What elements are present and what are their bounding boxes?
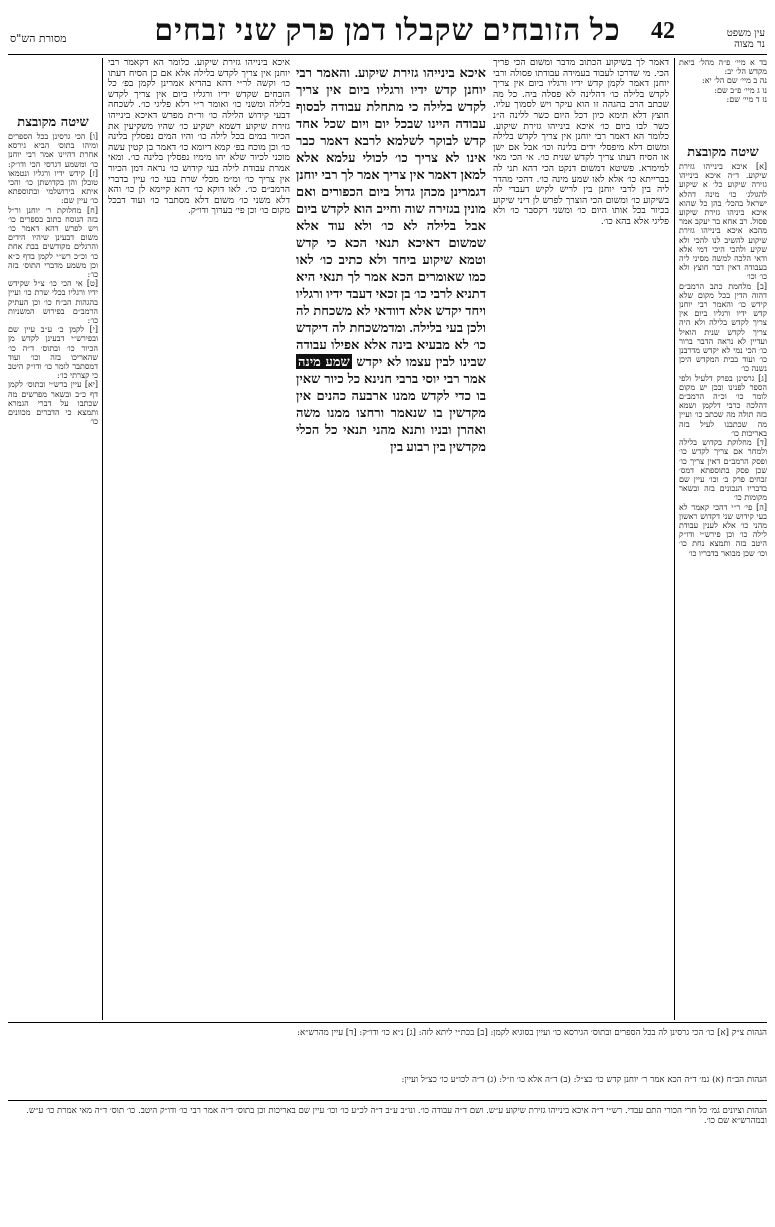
gemara-highlighted-phrase[interactable]: שמע מינה (298, 354, 350, 369)
gemara-text-part1: איכא בינייהו גזירת שיקוע. והאמר רבי יוחנן קדש ידיו ורגליו ביום אין צריך לקדש בלילה כי מתחלת עבודה לבסוף עבודה היינו שבכל יום ויום שכל אחד קדש לבוקר לשלמא לרבא דאמר כבר אינו לא צריך כו׳ לכולי עלמא אלא למאן דאמר אין צריך אמר לך רבי יוחנן דגמרינן מכהן גדול ביום הכפורים ואם מונין בגזירה שוה וחייב הוא לקדש ביום אבל בלילה לא כו׳ ולא עוד אלא שמשום דאיכא תנאי הכא כי קדש וטמא שיקוע ביחד ולא כתיב כו׳ לאו כמו שאומרים הכא אמר לך תנאי היא דתניא לרבי כו׳ בן זכאי דעבד ידיו ורגליו ויחד יקדש אלא דוודאי לא משכחת לה ולכן בעי בלילה. ומדמשכחת לה דיקדש כו׳ לא מבעיא בינה אלא אפילו עבודה שבינו לבין עצמו לא יקדש (296, 65, 486, 369)
haggahot-tzk (8, 1028, 767, 1070)
masoret-hashas-label: מסורת הש"ס (10, 32, 67, 45)
ein-mishpat-label-line1: עין משפט (726, 28, 765, 39)
tosafot-column (108, 58, 290, 1018)
shita-right-column (679, 140, 767, 1020)
gemara-column (296, 64, 486, 644)
shita-left-heading: שיטה מקובצת (17, 115, 89, 130)
right-margin-rule (674, 58, 675, 1020)
haggahot-tzk-text: הגהות צ״ק [א] כו׳ הכי גרסינן לה בכל הספרים ובתוס׳ הגירסא כו׳ ועיין בסוגיא לקמן: [ב] בכת״י ליתא לזה: [ג] נ״א כו׳ ודו״ק: [ד] עיין מהרש״א: (297, 1028, 767, 1038)
ein-mishpat-text: בד א מיי׳ פ״ה מהל׳ ביאת מקדש הל׳ יב: נה ב מיי׳ שם הל׳ יא: נו ג מיי׳ פ״ב שם: נז ד מיי׳ שם: (679, 58, 767, 104)
haggahot-bach (8, 1075, 767, 1097)
ein-mishpat-label (727, 28, 765, 50)
page-header (0, 10, 775, 54)
rashi-column (493, 58, 669, 1018)
gemara-text (296, 64, 486, 455)
footer-rule (8, 1022, 767, 1023)
page-number: 42 (651, 18, 675, 44)
ein-mishpat-label-line2: נר מצוה (734, 39, 765, 50)
shita-right-text: [א] איכא בינייהו גזירת שיקוע. ד״ה איכא בינייהו גזירה שיקוע כל׳ א שיקוע להגולג׳ כו׳ מינה דהלא ישראל בהכל׳ בהן כל שהוא איכא ביניהו גזירת שיקוע פסול. רב אחא בר יעקב אמר מהכא איכא בינייהו גזירת שיקוע להשיב לנו להכי ולא שקיע ולהכי היכי דמי אלא ודאי הלכה למשה מסיני ליה בעבודה דאין דבר חוצץ ולא כו׳ וכו׳ [ב] מלחמת כתב הרמב״ם דהוה הדין בכל מקום שלא קידש כו׳ והאמר רבי יוחנן קדש ידיו ורגליו ביום אין צריך לקדש בלילה ולא היה צריך לקדש שנית הואיל ועדיין לא נראה הדבר ברור כו׳ הכי נמי לא יקדש מדרבנן כו׳ ועוד בבית המקדש היכן נשנה כו׳ [ג] גרסינן בפרק דלעיל ולפי הספר לפנינו ובכן יש מקום לומר כו׳ וכ״ה הרמב״ם דהלכה כרבי דלקמן ושמא בזה תולה מה שכתב כו׳ ועיין מה שכתבנו לעיל בזה באריכות כו׳ [ד] מחלוקת בקדוש בלילה ולמחר אם צריך לקדש כו׳ ופסק הרמב״ם דאין צריך כו׳ שכן פסק בתוספתא דמס׳ זבחים פרק ב׳ וכו׳ עיין שם בדבריו הנכונים בזה ובשאר מקומות כו׳ [ה] פי׳ ר״י דהכי קאמר לא בעי קידוש שני דקדוש ראשון מהני כו׳ אלא לענין עבודת לילה כו׳ וכן פירש״י ודו״ק היטב בזה ותמצא נחת כו׳ וכו׳ שכן מבואר בדבריו כו׳ (679, 162, 767, 558)
haggahot-bach-text: הגהות הב״ח (א) גמ׳ ד״ה הכא אמר ר׳ יוחנן קדש כו׳ כצ״ל: (ב) ד״ה אלא כו׳ וז״ל: (ג) ד״ה לכו״ע כו׳ כצ״ל ועיין: (401, 1075, 767, 1085)
page-title: כל הזובחים שקבלו דמן פרק שני זבחים (154, 14, 621, 47)
shita-left-text: [ו] הכי גרסינן בכל הספרים ומיהו בתוס׳ הביא גירסא אחרת דהיינו אמר רבי יוחנן כו׳ ומשמע דגרסי הכי ודו״ק: [ז] קידש ידיו ורגליו ונטמאו טובלן והן בקדושתן כו׳ והכי איתא בירושלמי ובתוספתא כו׳ עיין שם: [ח] מחלוקת ר׳ יוחנן ור״ל בזה הנוסח כתוב בספרים כו׳ ויש לפרש דהא דאמר כו׳ משום דבעינן שיהיו הידים והרגלים מקודשים בבת אחת כו׳ וכ״כ רש״י לקמן בדף כ״א וכן משמע מדברי התוס׳ בזה כו׳: [ט] אי הכי כו׳ צ״ל שקידש ידיו ורגליו בכלי שרת כו׳ ועיין בהגהות הב״ח כו׳ וכן העתיק הרמב״ם בפירוש המשניות כו׳: [י] לקמן כ׳ ע״ב עיין שם ובפירש״י דבעינן לקדש מן הכיור כו׳ ובתוס׳ ד״ה כו׳ שהאריכו בזה וכו׳ ועוד דמסתבר לומר כו׳ ודו״ק היטב כי קצרתי כו׳: [יא] עיין ברש״י ובתוס׳ לקמן דף כ״ב ובשאר מפרשים מה שכתבו על דברי הגמרא ותמצא כי הדברים מכוונים כו׳ (8, 132, 98, 427)
gemara-text-part2: אמר רבי יוסי ברבי חנינא כל כיור שאין בו כדי לקדש ממנו ארבעה כהנים אין מקדשין בו שנאמר ורחצו ממנו משה ואהרן ובניו ותנא מהני תנאי כל הכלי מקדשין בין רבוע בין (296, 371, 486, 454)
rashi-text: דאמר לך בשיקוע הכתוב מדבר ומשום הכי פריך הכי. מי שדרכו לעבוד בעמידה עבודתו פסולה ורבי יוחנן דאמר לקמן קדש ידיו ורגליו ביום אין צריך לקדש בלילה כו׳ דהלינה לא פסלה ביה. כל מה שכתב הרב בהגהה זו הוא עיקר ויש לסמוך עליו. חוצץ דלא תימא כיון דכל היום כשר ללינה ה״נ כשר לבו ביום כו׳ איכא בינייהו גזירת שיקוע. כלומר הא דאמר רבי יוחנן אין צריך לקדש בלילה ומשום דלא מיפסלי ידים בלינה וכו׳ אבל אם ישן או הסיח דעתו צריך לקדש שנית כו׳. אי הכי מאי למימרא. פשיטא דמשום דנקט הכי דהא תני לה בברייתא כו׳ אלא לאו שמע מינה כו׳. דהכי מהדר ליה בין לרבי יוחנן בין לריש לקיש דעבדי לה בשיקוע כו׳ ומשום הכי הוצרך לפרש לן דיני שיקוע בכיור בכל אותו היום כו׳ ומשני דקסבר כו׳ ולא פליגי אלא בהא כו׳. (493, 58, 669, 227)
shita-right-heading: שיטה מקובצת (687, 145, 759, 160)
tosafot-text: איכא בינייהו גזירת שיקוע. כלומר הא דקאמר רבי יוחנן אין צריך לקדש בלילה אלא אם כן הסיח דעתו כו׳ וקשה לר״י דהא בהדיא אמרינן לקמן בפ׳ כל הזבחים שקדש ידיו ורגליו ביום אין צריך לקדש בלילה ומשני כו׳ ואומר ר״י דלא פליגי כו׳. לשכחה דבעי קידוש הלילה כו׳ ור״ת מפרש דאיכא בינייהו גזירת שיקוע דשמא ישקיע כו׳ שהיו משקיעין את הכיור במים בכל לילה כו׳ והיו המים נפסלין בלינה כו׳ וכן מוכח בפ׳ קמא דיומא כו׳ דאמר בן קטין עשה מוכני לכיור שלא יהו מימיו נפסלין בלינה כו׳. ומאי אמרת עבודת לילה בעי קידוש כו׳ נראה דמן הכיור אין צריך כו׳ ומ״מ מכלי שרת בעי כו׳ עיין בדברי הרמב״ם כו׳. לאו דוקא כו׳ דהא קיימא לן כו׳ והא דלא משני כו׳ משום דלא מסתבר כו׳ ועוד דבכל מקום כו׳ וכן פי׳ בערוך ודו״ק. (108, 58, 290, 217)
haggahot-vetziyunim-text: הגהות וציונים גמ׳ כל חרי הכורי התם עבדי. רש״י ד״ה איכא בינייהו גזירת שיקוע ע״ש. ושם ד״ה עבודה כו׳. ונו״ב ע״ב ד״ה לכ״ע כו׳ וכו׳ עיין שם באריכות וכן בתוס׳ ד״ה אמר רבי כו׳ ודו״ק היטב. כו׳ תוס׳ ד״ה מאי אמרת כו׳ ע״ש. ובמהרש״א שם כו׳. (26, 1106, 767, 1126)
ein-mishpat-column (679, 58, 767, 136)
haggahot-vetziyunim (8, 1106, 767, 1216)
footer-rule-2 (8, 1100, 767, 1101)
left-margin-rule (102, 58, 103, 1020)
header-rule (8, 54, 767, 55)
shita-left-column (8, 110, 98, 1020)
